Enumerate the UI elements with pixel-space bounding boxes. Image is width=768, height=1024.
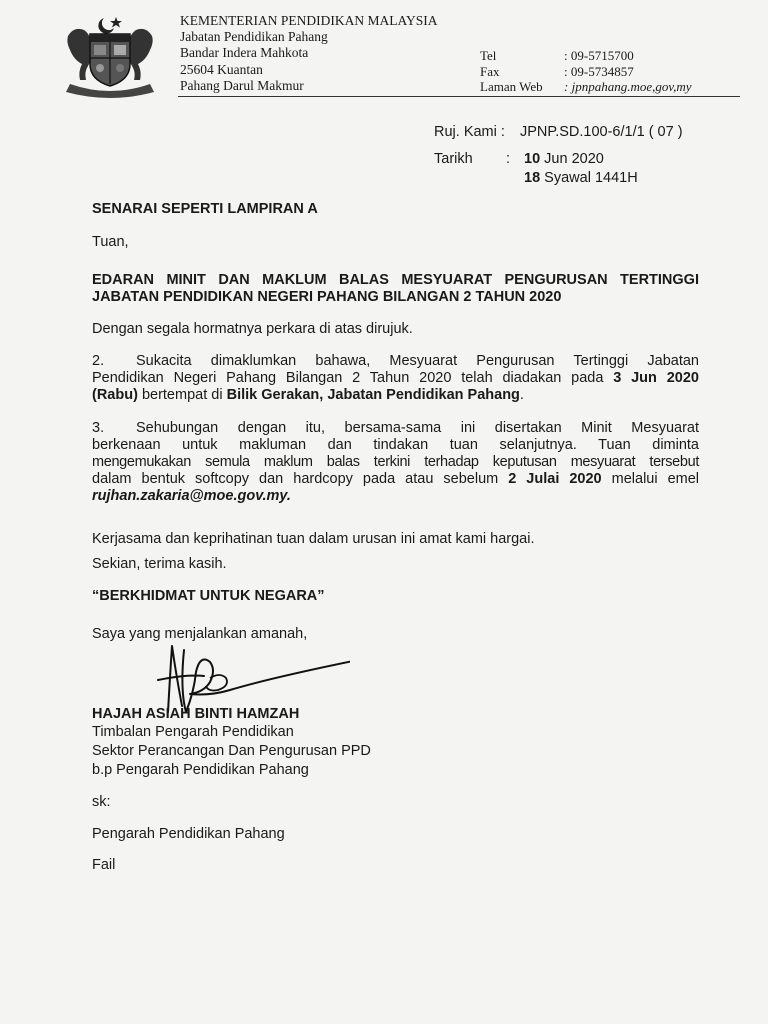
fax-label: Fax (480, 63, 500, 79)
hijri-day: 18 (524, 170, 541, 186)
paragraph-4: Kerjasama dan keprihatinan tuan dalam urusan ini amat kami hargai. (92, 531, 535, 547)
paragraph-1: Dengan segala hormatnya perkara di atas dirujuk. (92, 321, 413, 337)
date-value (524, 151, 604, 167)
reference-number: JPNP.SD.100-6/1/1 ( 07 ) (520, 124, 683, 140)
tel-label: Tel (480, 48, 497, 63)
signatory-title-3: b.p Pengarah Pendidikan Pahang (92, 762, 309, 778)
letterhead-address (180, 13, 438, 94)
paragraph-2-line-1: 2. Sukacita dimaklumkan bahawa, Mesyuarat Pengurusan Tertinggi Jabatan (92, 353, 699, 369)
letterhead-contact (480, 48, 692, 95)
subject-heading (92, 272, 704, 306)
subject-line-1: EDARAN MINIT DAN MAKLUM BALAS MESYUARAT PENGURUSAN TERTINGGI (92, 272, 699, 288)
hijri-date-value (524, 170, 638, 186)
letterhead-divider (178, 96, 740, 97)
ministry-name: KEMENTERIAN PENDIDIKAN MALAYSIA (180, 13, 438, 28)
paragraph-2-line-2: Pendidikan Negeri Pahang Bilangan 2 Tahun 2020 telah diadakan pada 3 Jun 2020 (92, 370, 699, 386)
address-line-1: Bandar Indera Mahkota (180, 45, 309, 61)
web-value: : jpnpahang.moe,gov,my (564, 79, 692, 94)
date-label: Tarikh (434, 151, 473, 167)
cc-label: sk: (92, 794, 111, 810)
cc-recipient-1: Pengarah Pendidikan Pahang (92, 826, 285, 842)
tel-row (480, 48, 692, 64)
date-day: 10 (524, 151, 541, 167)
tel-value: : 09-5715700 (564, 48, 634, 63)
salutation: Tuan, (92, 234, 129, 250)
paragraph-2-line-3: (Rabu) bertempat di Bilik Gerakan, Jabatan Pendidikan Pahang. (92, 387, 524, 403)
paragraph-3-line-3: mengemukakan semula maklum balas terkini terhadap keputusan mesyuarat tersebut (92, 454, 699, 470)
address-line-3: Pahang Darul Makmur (180, 77, 304, 93)
subject-line-2: JABATAN PENDIDIKAN NEGERI PAHANG BILANGAN 2 TAHUN 2020 (92, 289, 562, 305)
closing: Sekian, terima kasih. (92, 556, 227, 572)
web-row (480, 79, 692, 95)
cc-recipient-2: Fail (92, 857, 116, 873)
recipient: SENARAI SEPERTI LAMPIRAN A (92, 201, 318, 217)
signatory-title-2: Sektor Perancangan Dan Pengurusan PPD (92, 743, 371, 759)
paragraph-3-line-4: dalam bentuk softcopy dan hardcopy pada atau sebelum 2 Julai 2020 melalui emel (92, 471, 700, 487)
signatory-title-1: Timbalan Pengarah Pendidikan (92, 724, 294, 740)
fax-row (480, 64, 692, 80)
paragraph-3-line-1: 3. Sehubungan dengan itu, bersama-sama ini disertakan Minit Mesyuarat (92, 420, 699, 436)
coat-of-arms-icon (54, 14, 166, 98)
paragraph-3 (92, 420, 699, 505)
signatory-name: HAJAH ASIAH BINTI HAMZAH (92, 706, 300, 722)
web-label: Laman Web (480, 79, 543, 94)
fax-value: : 09-5734857 (564, 63, 634, 79)
paragraph-3-line-2: berkenaan untuk makluman dan tindakan tuan selanjutnya. Tuan diminta (92, 437, 699, 453)
motto: “BERKHIDMAT UNTUK NEGARA” (92, 588, 325, 604)
trust-statement: Saya yang menjalankan amanah, (92, 626, 308, 642)
date-colon: : (506, 151, 511, 167)
department-name: Jabatan Pendidikan Pahang (180, 29, 328, 45)
email-address: rujhan.zakaria@moe.gov.my. (92, 488, 291, 504)
paragraph-2-number: 2. (92, 353, 105, 369)
address-line-2: 25604 Kuantan (180, 61, 263, 77)
paragraph-2 (92, 353, 699, 404)
paragraph-3-number: 3. (92, 420, 105, 436)
reference-label: Ruj. Kami : (434, 124, 505, 140)
hijri-month-year: Syawal 1441H (540, 170, 638, 186)
date-month-year: Jun 2020 (540, 151, 604, 167)
